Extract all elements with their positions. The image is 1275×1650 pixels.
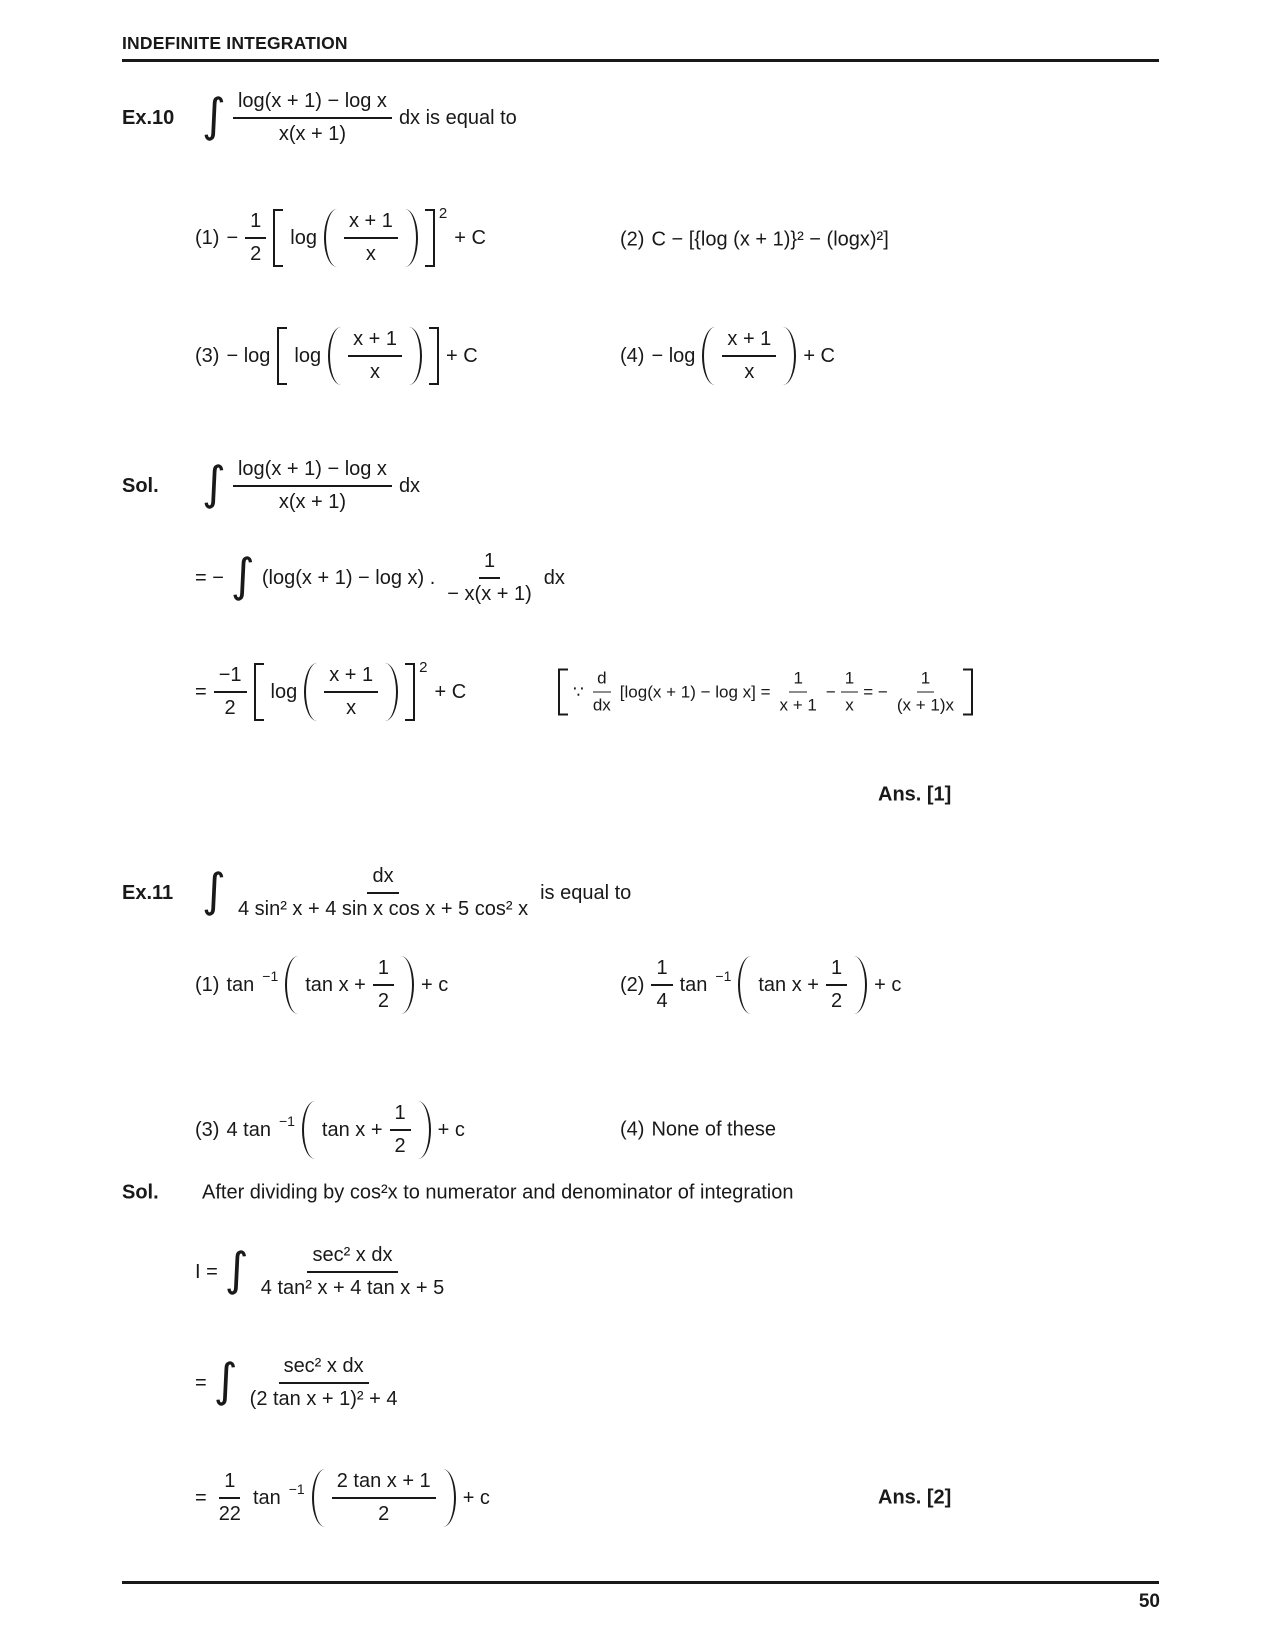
line-tail: + C (434, 680, 467, 703)
answer-text: Ans. [2] (878, 1486, 952, 1509)
denominator: 2 (250, 243, 262, 265)
equals-minus: = − (195, 566, 224, 589)
numerator: 1 (826, 956, 847, 986)
fraction (589, 669, 615, 716)
fraction (233, 457, 392, 515)
fraction (256, 1243, 449, 1301)
argument-text: tan x + (321, 1118, 383, 1141)
left-paren-icon (304, 663, 317, 721)
option-label: (3) (195, 1118, 220, 1141)
ex10-option-2 (620, 229, 889, 252)
line-tail: + c (462, 1486, 490, 1509)
left-paren-icon (702, 327, 715, 385)
ex11-option-4 (620, 1119, 776, 1142)
equals-minus: = − (863, 682, 888, 701)
answer-text: Ans. [1] (878, 783, 952, 806)
numerator: sec² x dx (307, 1243, 397, 1273)
ex10-option-1 (195, 205, 486, 267)
ex10-option-3 (195, 327, 478, 385)
integral-symbol: ∫ (202, 88, 226, 143)
left-bracket-icon (558, 669, 568, 716)
numerator: 1 (479, 549, 500, 579)
integral-symbol: ∫ (230, 548, 255, 603)
left-bracket-icon (273, 209, 283, 267)
fraction (214, 663, 247, 721)
ex11-question (122, 864, 631, 922)
numerator: 1 (651, 956, 672, 986)
function-exponent: −1 (715, 968, 732, 984)
question-tail: dx is equal to (398, 106, 517, 129)
numerator: 1 (390, 1101, 411, 1131)
ex11-solution-line3 (195, 1469, 490, 1527)
option-tail: + c (874, 973, 902, 996)
function-exponent: −1 (288, 1481, 305, 1497)
left-paren-icon (324, 209, 337, 267)
equals-sign: = (195, 1371, 207, 1394)
because-symbol: ∵ (573, 682, 584, 701)
sol-label: Sol. (122, 474, 159, 497)
exponent: 2 (419, 659, 428, 676)
arctan-function: tan (252, 1486, 281, 1509)
right-paren-icon (418, 1101, 431, 1159)
denominator: 4 tan² x + 4 tan x + 5 (260, 1277, 445, 1299)
page-number: 50 (1138, 1591, 1160, 1612)
arctan-function: tan (226, 973, 255, 996)
numerator: −1 (214, 663, 247, 693)
log-function: log (270, 680, 298, 703)
numerator: log(x + 1) − log x (233, 89, 392, 119)
right-paren-icon (405, 209, 418, 267)
numerator: x + 1 (348, 327, 402, 357)
solution-text: After dividing by cos²x to numerator and denominator of integration (202, 1181, 794, 1204)
right-bracket-icon (963, 669, 973, 716)
denominator: (x + 1)x (896, 695, 955, 715)
integral-symbol: ∫ (202, 456, 226, 511)
fraction (348, 327, 402, 385)
left-paren-icon (312, 1469, 325, 1527)
option-label: (2) (620, 228, 645, 251)
fraction (390, 1101, 411, 1159)
option-tail: + C (803, 344, 835, 367)
denominator: 2 (377, 990, 389, 1012)
denominator: x (365, 243, 376, 265)
page-header-title: INDEFINITE INTEGRATION (122, 33, 348, 53)
denominator: 22 (218, 1503, 241, 1525)
fraction (651, 956, 672, 1014)
option-text: C − [{log (x + 1)}² − (logx)²] (651, 228, 889, 251)
numerator: 1 (245, 209, 266, 239)
arctan-function: 4 tan (226, 1118, 271, 1141)
right-paren-icon (385, 663, 398, 721)
minus-sign: − (825, 682, 836, 701)
denominator: x (370, 361, 381, 383)
left-bracket-icon (277, 327, 287, 385)
function-exponent: −1 (278, 1113, 295, 1129)
numerator: x + 1 (344, 209, 398, 239)
ex10-label: Ex.10 (122, 106, 175, 129)
option-text: None of these (651, 1118, 776, 1141)
numerator: 1 (373, 956, 394, 986)
right-paren-icon (401, 956, 414, 1014)
option-tail: + c (437, 1118, 465, 1141)
fraction (722, 327, 776, 385)
ex10-derivative-note (558, 669, 973, 716)
numerator: 1 (841, 669, 858, 693)
denominator: x (845, 695, 854, 715)
denominator: 4 (656, 990, 668, 1012)
denominator: x (346, 697, 357, 719)
fraction (233, 89, 392, 147)
numerator: sec² x dx (279, 1354, 369, 1384)
fraction (245, 209, 266, 267)
left-paren-icon (738, 956, 751, 1014)
ex11-solution-intro (122, 1182, 793, 1205)
option-label: (3) (195, 344, 220, 367)
right-paren-icon (409, 327, 422, 385)
denominator: − x(x + 1) (447, 583, 532, 605)
left-paren-icon (302, 1101, 315, 1159)
fraction (233, 864, 533, 922)
fraction (841, 669, 858, 716)
arctan-function: tan (679, 973, 708, 996)
ex11-label: Ex.11 (122, 881, 174, 904)
equals-sign: = (195, 680, 207, 703)
option-label: (1) (195, 226, 220, 249)
denominator: 2 (224, 697, 236, 719)
denominator: 2 (378, 1503, 390, 1525)
header-rule (122, 59, 1159, 62)
denominator: (2 tan x + 1)² + 4 (249, 1388, 398, 1410)
numerator: x + 1 (324, 663, 378, 693)
function-exponent: −1 (262, 968, 279, 984)
right-paren-icon (854, 956, 867, 1014)
exponent: 2 (438, 205, 448, 222)
integral-symbol: ∫ (202, 863, 226, 918)
numerator: log(x + 1) − log x (233, 457, 392, 487)
fraction (332, 1469, 436, 1527)
minus-log-text: − log (651, 344, 696, 367)
fraction (214, 1469, 246, 1527)
ex10-option-4 (620, 327, 835, 385)
integral-symbol: ∫ (213, 1353, 238, 1408)
note-middle-text: [log(x + 1) − log x] = (619, 682, 771, 701)
fraction (324, 663, 378, 721)
denominator: x (744, 361, 755, 383)
log-function: log (294, 344, 322, 367)
numerator: dx (367, 864, 398, 894)
denominator: x + 1 (779, 695, 817, 715)
dx-text: dx (398, 474, 421, 497)
denominator: x(x + 1) (278, 123, 347, 145)
fraction (893, 669, 958, 716)
option-label: (1) (195, 973, 220, 996)
lhs-text: I = (195, 1260, 218, 1283)
ex10-solution-line2 (195, 549, 565, 607)
denominator: 4 sin² x + 4 sin x cos x + 5 cos² x (237, 898, 529, 920)
ex10-question (122, 89, 517, 147)
option-tail: + C (446, 344, 478, 367)
fraction (776, 669, 821, 716)
sol-label: Sol. (122, 1181, 159, 1204)
numerator: 1 (219, 1469, 240, 1499)
ex11-option-3 (195, 1101, 465, 1159)
numerator: 1 (917, 669, 934, 693)
fraction (826, 956, 847, 1014)
right-bracket-icon (429, 327, 439, 385)
left-paren-icon (285, 956, 298, 1014)
numerator: 2 tan x + 1 (332, 1469, 436, 1499)
question-tail: is equal to (540, 881, 632, 904)
fraction (344, 209, 398, 267)
option-label: (4) (620, 344, 645, 367)
integral-symbol: ∫ (224, 1242, 249, 1297)
minus-log-text: − log (226, 344, 271, 367)
denominator: 2 (830, 990, 843, 1012)
ex10-solution-line1 (122, 457, 420, 515)
argument-text: tan x + (305, 973, 366, 996)
numerator: x + 1 (722, 327, 776, 357)
option-tail: + c (420, 973, 449, 996)
fraction (442, 549, 536, 607)
numerator: d (593, 669, 610, 693)
right-paren-icon (443, 1469, 456, 1527)
option-tail: + C (454, 226, 486, 249)
minus-sign: − (226, 226, 239, 249)
option-label: (4) (620, 1118, 645, 1141)
ex11-option-1 (195, 956, 448, 1014)
argument-text: tan x + (758, 973, 819, 996)
dx-text: dx (543, 566, 565, 589)
ex10-answer (878, 784, 951, 807)
log-function: log (290, 226, 317, 249)
right-bracket-icon (405, 663, 415, 721)
fraction (373, 956, 394, 1014)
ex10-solution-line3 (195, 659, 467, 721)
numerator: 1 (789, 669, 806, 693)
left-bracket-icon (254, 663, 264, 721)
fraction (245, 1354, 403, 1412)
left-paren-icon (328, 327, 341, 385)
ex11-option-2 (620, 956, 901, 1014)
footer-rule (122, 1581, 1159, 1584)
right-bracket-icon (425, 209, 435, 267)
denominator: dx (592, 695, 611, 715)
denominator: 2 (394, 1135, 406, 1157)
right-paren-icon (783, 327, 796, 385)
ex11-answer (878, 1487, 951, 1510)
expression-text: (log(x + 1) − log x) . (261, 566, 436, 589)
option-label: (2) (620, 973, 645, 996)
equals-sign: = (195, 1486, 207, 1509)
ex11-solution-line1 (195, 1243, 449, 1301)
ex11-solution-line2 (195, 1354, 403, 1412)
denominator: x(x + 1) (278, 491, 347, 513)
